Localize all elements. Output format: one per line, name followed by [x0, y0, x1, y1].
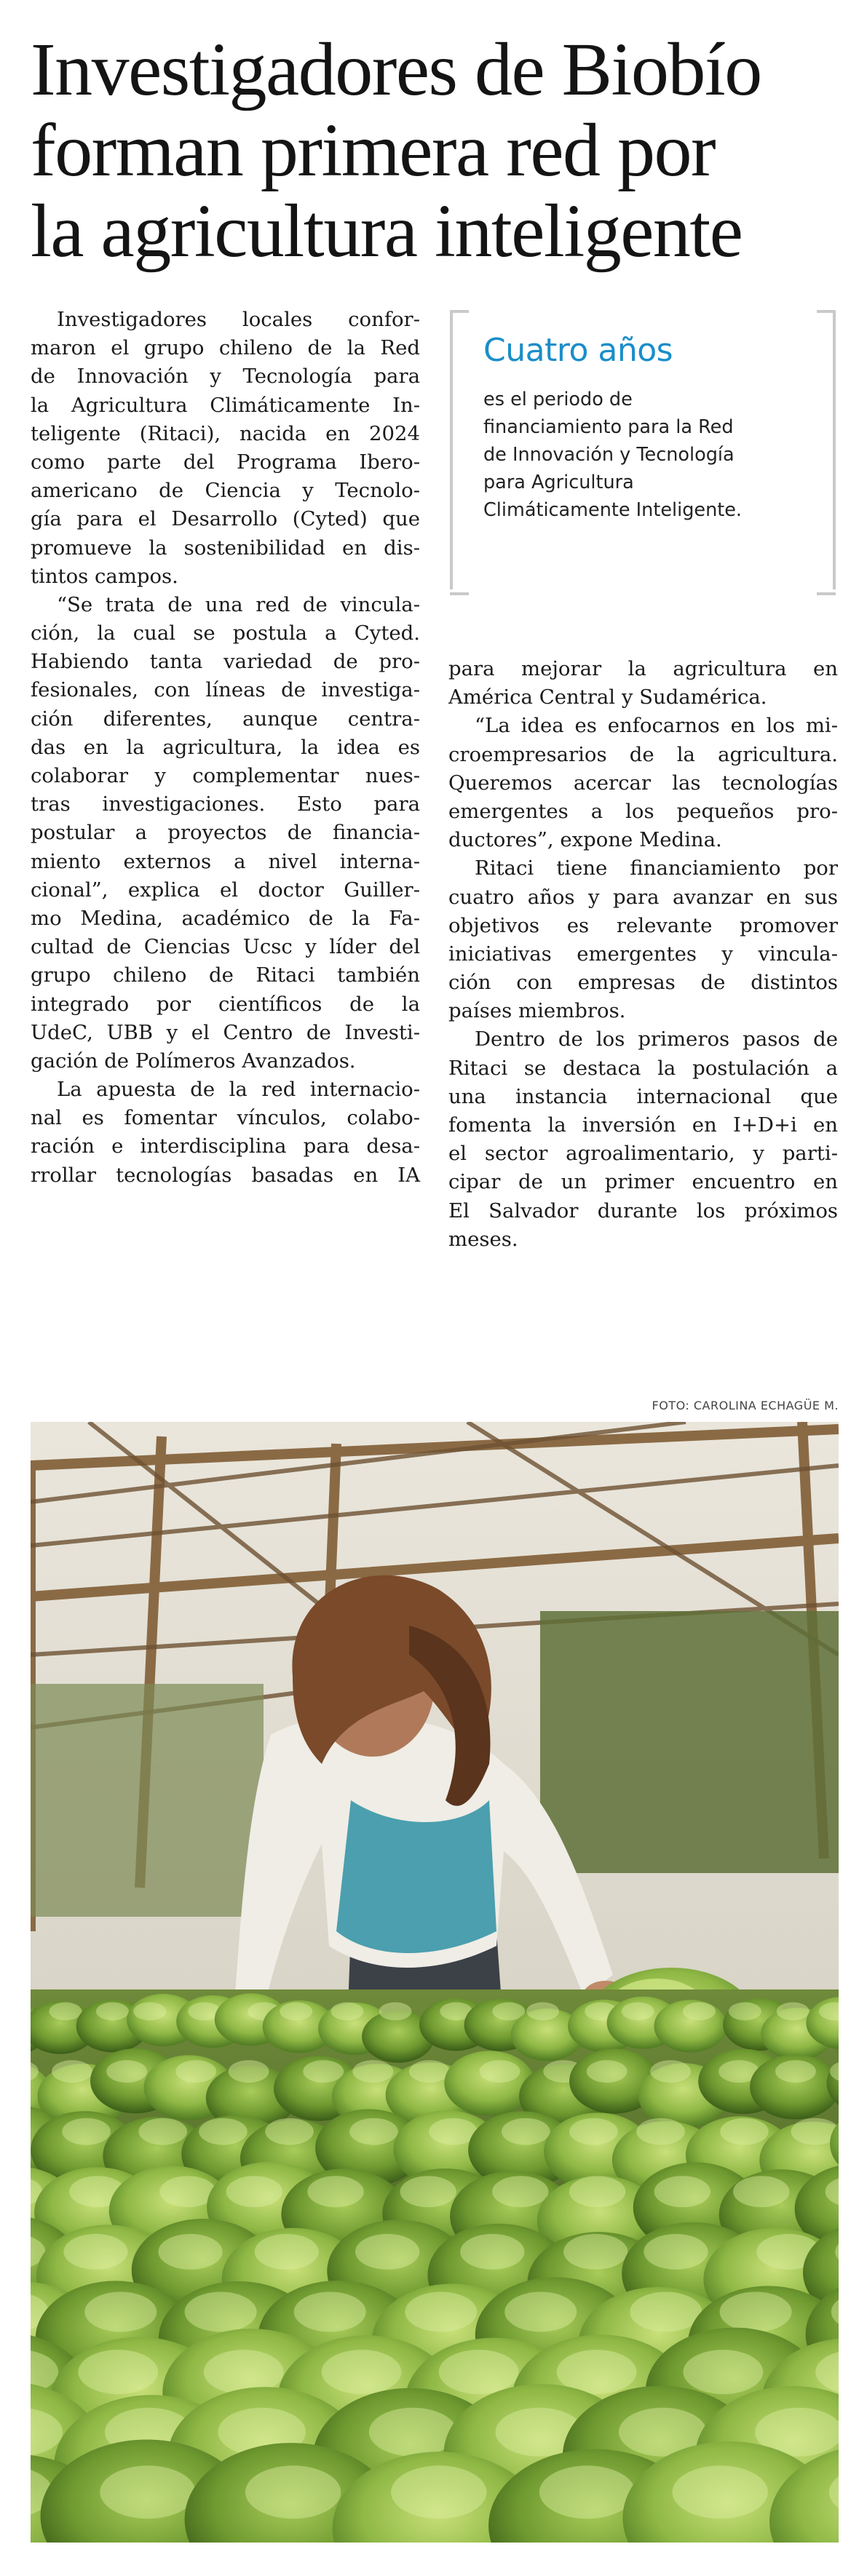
article-line: países miembros. [448, 999, 626, 1023]
article-line: tras investigaciones. Esto para [31, 792, 420, 816]
highlight-line: Climáticamente Inteligente. [483, 499, 743, 521]
article-line: meses. [448, 1227, 518, 1251]
article-line: teligente (Ritaci), nacida en 2024 [31, 421, 420, 445]
article-line: ductores”, expone Medina. [448, 828, 722, 852]
article-line: objetivos es relevante promover [448, 913, 838, 937]
article-line: emergentes a los pequeños pro- [448, 799, 838, 823]
highlight-line: es el periodo de [483, 389, 633, 410]
headline-line-3: la agricultura inteligente [31, 189, 743, 273]
article-line: Habiendo tanta variedad de pro- [31, 650, 420, 674]
headline-line-2: forman primera red por [31, 108, 716, 192]
article-line: el sector agroalimentario, y parti- [448, 1142, 838, 1166]
highlight-line: de Innovación y Tecnología [483, 444, 735, 466]
photo-credit: FOTO: CAROLINA ECHAGÜE M. [652, 1399, 839, 1412]
article-line: croempresarios de la agricultura. [448, 742, 838, 766]
article-column-1 [31, 306, 420, 1190]
article-line: cional”, explica el doctor Guiller- [31, 878, 420, 902]
article-line: ración e interdisciplina para desa- [31, 1134, 420, 1158]
article-line: una instancia internacional que [448, 1084, 838, 1108]
article-line: gía para el Desarrollo (Cyted) que [31, 507, 420, 531]
highlight-title: Cuatro años [483, 332, 673, 369]
article-line: nal es fomentar vínculos, colabo- [31, 1106, 420, 1130]
article-line: la Agricultura Climáticamente In- [31, 393, 420, 417]
article-line: tintos campos. [31, 564, 178, 588]
headline-line-1: Investigadores de Biobío [31, 28, 761, 111]
article-line: promueve la sostenibilidad en dis- [31, 536, 420, 560]
article-line: El Salvador durante los próximos [448, 1198, 838, 1223]
highlight-line: financiamiento para la Red [483, 416, 734, 438]
article-line: grupo chileno de Ritaci también [31, 963, 420, 987]
article-line: para mejorar la agricultura en [448, 657, 838, 680]
article-line: rrollar tecnologías basadas en IA [31, 1163, 420, 1187]
article-line: Dentro de los primeros pasos de [475, 1027, 838, 1052]
article-line: cipar de un primer encuentro en [448, 1170, 838, 1194]
highlight-line: para Agricultura [483, 472, 634, 493]
article-line: das en la agricultura, la idea es [31, 735, 420, 759]
article-line: fesionales, con líneas de investiga- [31, 678, 420, 702]
article-line: como parte del Programa Ibero- [31, 450, 420, 474]
article-line: maron el grupo chileno de la Red [31, 336, 420, 360]
article-line: “La idea es enfocarnos en los mi- [475, 714, 838, 738]
article-line: mo Medina, académico de la Fa- [31, 906, 420, 930]
article-line: América Central y Sudamérica. [448, 685, 767, 709]
article-line: Ritaci tiene financiamiento por [475, 856, 838, 880]
article-column-2 [448, 655, 838, 1254]
highlight-box [450, 310, 836, 595]
article-line: “Se trata de una red de vincula- [57, 592, 420, 616]
article-line: ción, la cual se postula a Cyted. [31, 621, 420, 645]
article-line: ción diferentes, aunque centra- [31, 707, 420, 731]
article-line: americano de Ciencia y Tecnolo- [31, 479, 420, 503]
article-line: postular a proyectos de financia- [31, 821, 420, 845]
article-line: Investigadores locales confor- [57, 308, 420, 331]
article-line: de Innovación y Tecnología para [31, 365, 420, 389]
article-line: integrado por científicos de la [31, 992, 420, 1016]
article-line: iniciativas emergentes y vincula- [448, 942, 838, 966]
article-line: gación de Polímeros Avanzados. [31, 1049, 356, 1073]
article-line: cuatro años y para avanzar en sus [448, 885, 838, 909]
article-line: cultad de Ciencias Ucsc y líder del [31, 935, 420, 959]
article-line: miento externos a nivel interna- [31, 849, 420, 873]
article-line: UdeC, UBB y el Centro de Investi- [31, 1020, 420, 1044]
greenhouse-photo [31, 1422, 839, 2543]
highlight-text [483, 386, 826, 524]
article-line: colaborar y complementar nues- [31, 764, 420, 787]
headline [31, 29, 839, 271]
article-line: Ritaci se destaca la postulación a [448, 1056, 838, 1080]
article-line: Queremos acercar las tecnologías [448, 771, 838, 795]
article-line: fomenta la inversión en I+D+i en [448, 1113, 838, 1137]
article-line: La apuesta de la red internacio- [57, 1078, 420, 1102]
article-line: ción con empresas de distintos [448, 971, 838, 995]
